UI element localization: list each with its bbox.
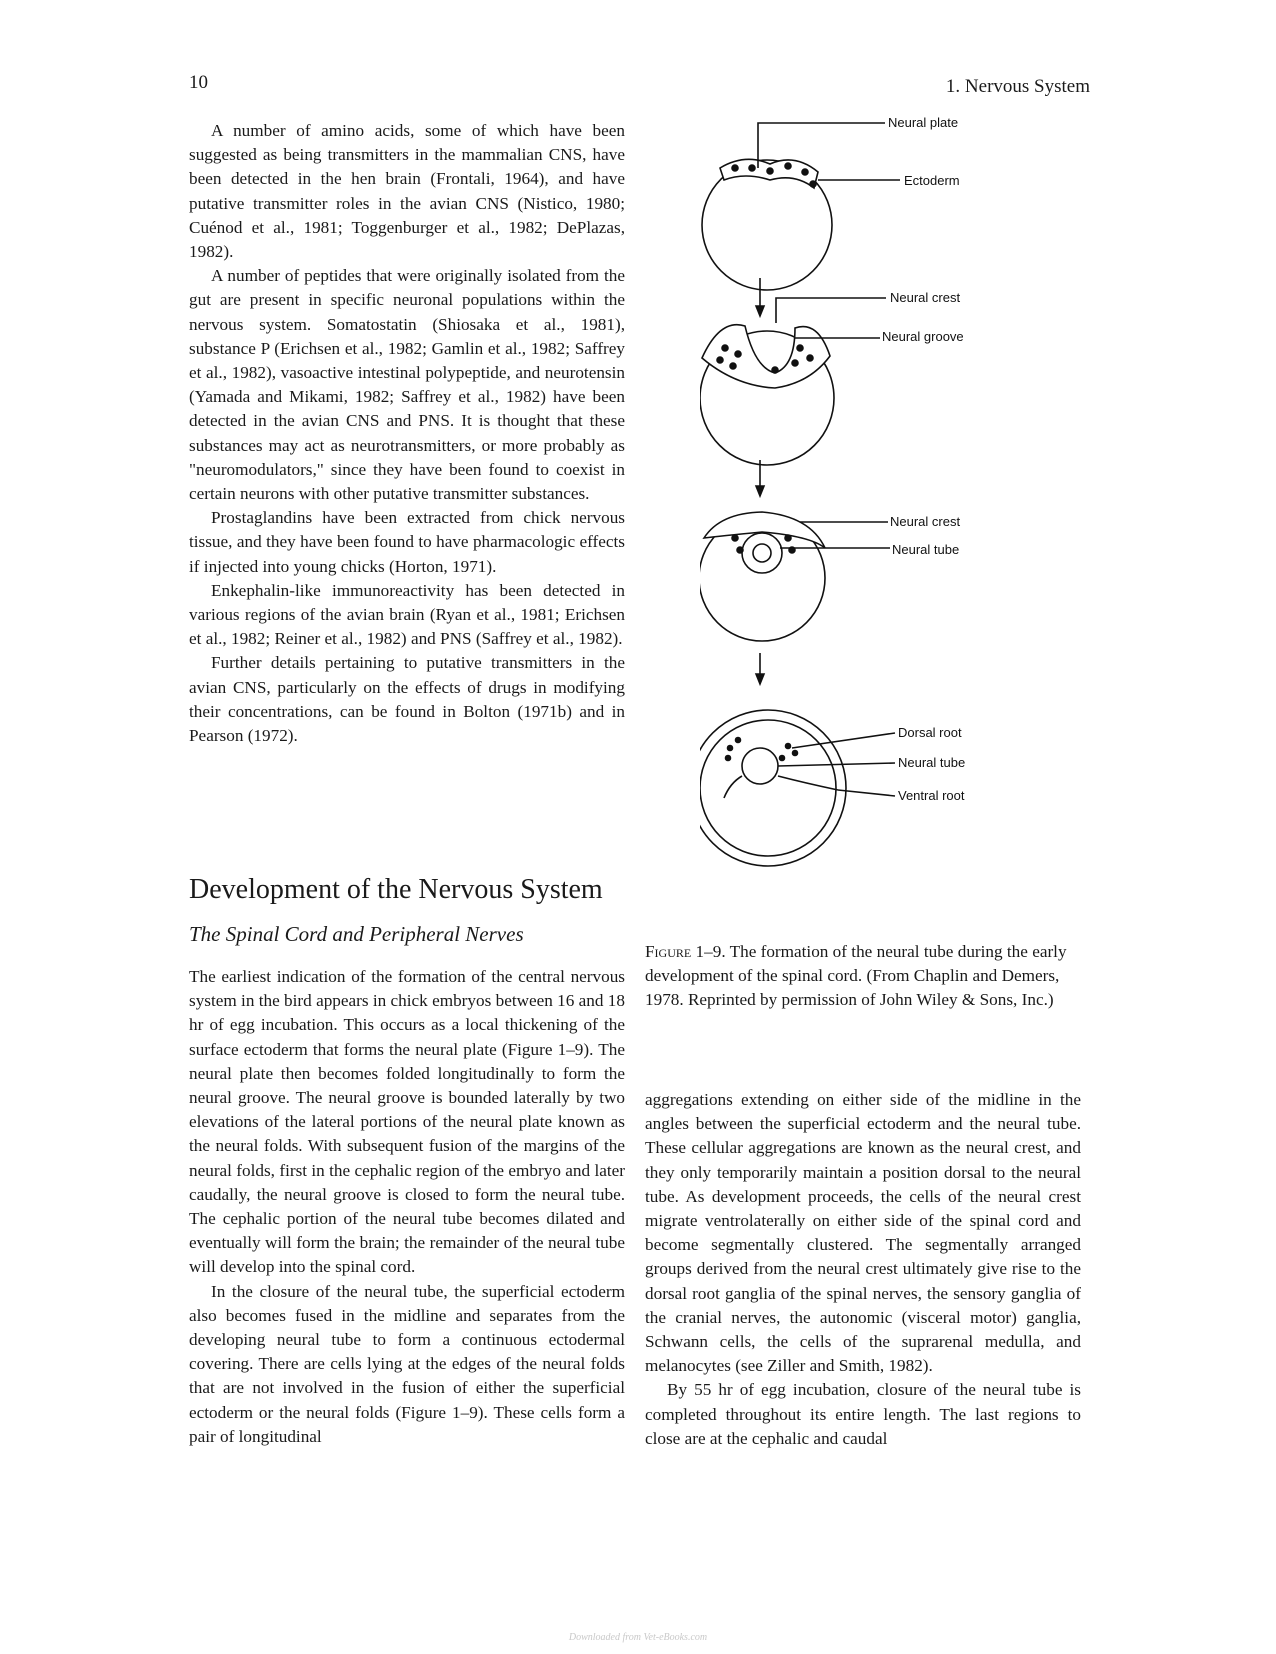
caption-text: 1–9. The formation of the neural tube during the early development of the spinal cord. (From Chaplin and Demers, 1978. Reprinted by permission of John Wiley & Sons, Inc.) [645, 942, 1067, 1010]
stage-neural-tube [700, 512, 890, 641]
label-ventral-root: Ventral root [898, 788, 965, 803]
label-neural-tube-2: Neural tube [898, 755, 966, 770]
figure-illustration [700, 108, 1000, 888]
paragraph-aggregations: aggregations extending on either side of the midline in the angles between the superficial ectoderm and the neural tube. These cellular aggregations are known as the neural crest, and they only temporarily maintain a position dorsal to the neural tube. As development proceeds, the cells of the neural crest migrate ventrolaterally on either side of the spinal cord and become segmentally clustered. The segmentally arranged groups derived from the neural crest ultimately give rise to the dorsal root ganglia of the spinal nerves, the sensory ganglia of the cranial nerves, the autonomic (visceral motor) ganglia, Schwann cells, the cells of the suprarenal medulla, and melanocytes (see Ziller and Smith, 1982). [645, 1090, 1081, 1376]
page-number: 10 [189, 72, 208, 93]
label-neural-groove: Neural groove [882, 329, 964, 344]
stage-neural-groove [700, 298, 886, 465]
label-dorsal-root: Dorsal root [898, 725, 962, 740]
label-neural-plate: Neural plate [888, 115, 959, 130]
paragraph-closure: In the closure of the neural tube, the superficial ectoderm also becomes fused in the midline and separates from the developing neural tube to form a continuous ectodermal covering. There are cells lying at the edges of the neural folds that are not involved in the fusion of either the superficial ectoderm or the neural folds (Figure 1–9). These cells form a pair of longitudinal [189, 1281, 625, 1446]
paragraph-enkephalin: Enkephalin-like immunoreactivity has been detected in various regions of the avian brain (Ryan et al., 1981; Erichsen et al., 1982; Reiner et al., 1982) and PNS (Saffrey et al., 1982). [189, 580, 625, 649]
stage-neural-plate [702, 123, 900, 290]
paragraph-further-details: Further details pertaining to putative transmitters in the avian CNS, particularly on the effects of drugs in modifying their concentrations, can be found in Bolton (1971b) and in Pearson (1972). [189, 653, 625, 746]
section-title: Development of the Nervous System [189, 874, 603, 905]
figure-neural-tube [700, 108, 1000, 893]
right-column-bottom [645, 1088, 1081, 1451]
left-column-top [189, 119, 625, 748]
left-column-bottom [189, 965, 625, 1449]
paragraph-peptides: A number of peptides that were originally isolated from the gut are present in specific neuronal populations within the nervous system. Somatostatin (Shiosaka et al., 1981), substance P (Erichsen et al., 1982; Gamlin et al., 1982; Saffrey et al., 1982), vasoactive intestinal polypeptide, and neurotensin (Yamada and Mikami, 1982; Saffrey et al., 1982) have been detected in the avian CNS and PNS. It is thought that these substances may act as neurotransmitters, or more probably as "neuromodulators," since they have been found to coexist in certain neurons with other putative transmitter substances. [189, 266, 625, 504]
footer-watermark: Downloaded from Vet-eBooks.com [568, 1632, 708, 1643]
label-neural-crest-1: Neural crest [890, 290, 961, 305]
paragraph-amino-acids: A number of amino acids, some of which have been suggested as being transmitters in the mammalian CNS, have been detected in the hen brain (Frontali, 1964), and have putative transmitter roles in the avian CNS (Nistico, 1980; Cuénod et al., 1981; Toggenburger et al., 1982; DePlazas, 1982). [189, 121, 625, 262]
paragraph-55-hr: By 55 hr of egg incubation, closure of the neural tube is completed throughout its entire length. The last regions to close are at the cephalic and caudal [645, 1380, 1081, 1448]
paragraph-prostaglandins: Prostaglandins have been extracted from chick nervous tissue, and they have been found to have pharmacologic effects if injected into young chicks (Horton, 1971). [189, 508, 625, 576]
label-neural-crest-2: Neural crest [890, 514, 961, 529]
paragraph-earliest-indication: The earliest indication of the formation of the central nervous system in the bird appears in chick embryos between 16 and 18 hr of egg incubation. This occurs as a local thickening of the surface ectoderm that forms the neural plate (Figure 1–9). The neural plate then becomes folded longitudinally to form the neural groove. The neural groove is bounded laterally by two elevations of the lateral portions of the neural plate known as the neural folds. With subsequent fusion of the margins of the neural folds, first in the cephalic region of the embryo and later caudally, the neural groove is closed to form the neural tube. The cephalic portion of the neural tube becomes dilated and eventually will form the brain; the remainder of the neural tube will develop into the spinal cord. [189, 967, 625, 1277]
label-ectoderm: Ectoderm [904, 173, 960, 188]
subsection-title: The Spinal Cord and Peripheral Nerves [189, 922, 524, 946]
figure-caption [645, 940, 1081, 1013]
stage-spinal-cord [700, 710, 895, 866]
running-head: 1. Nervous System [945, 76, 1090, 97]
label-neural-tube-1: Neural tube [892, 542, 960, 557]
caption-prefix: Figure [645, 942, 692, 961]
